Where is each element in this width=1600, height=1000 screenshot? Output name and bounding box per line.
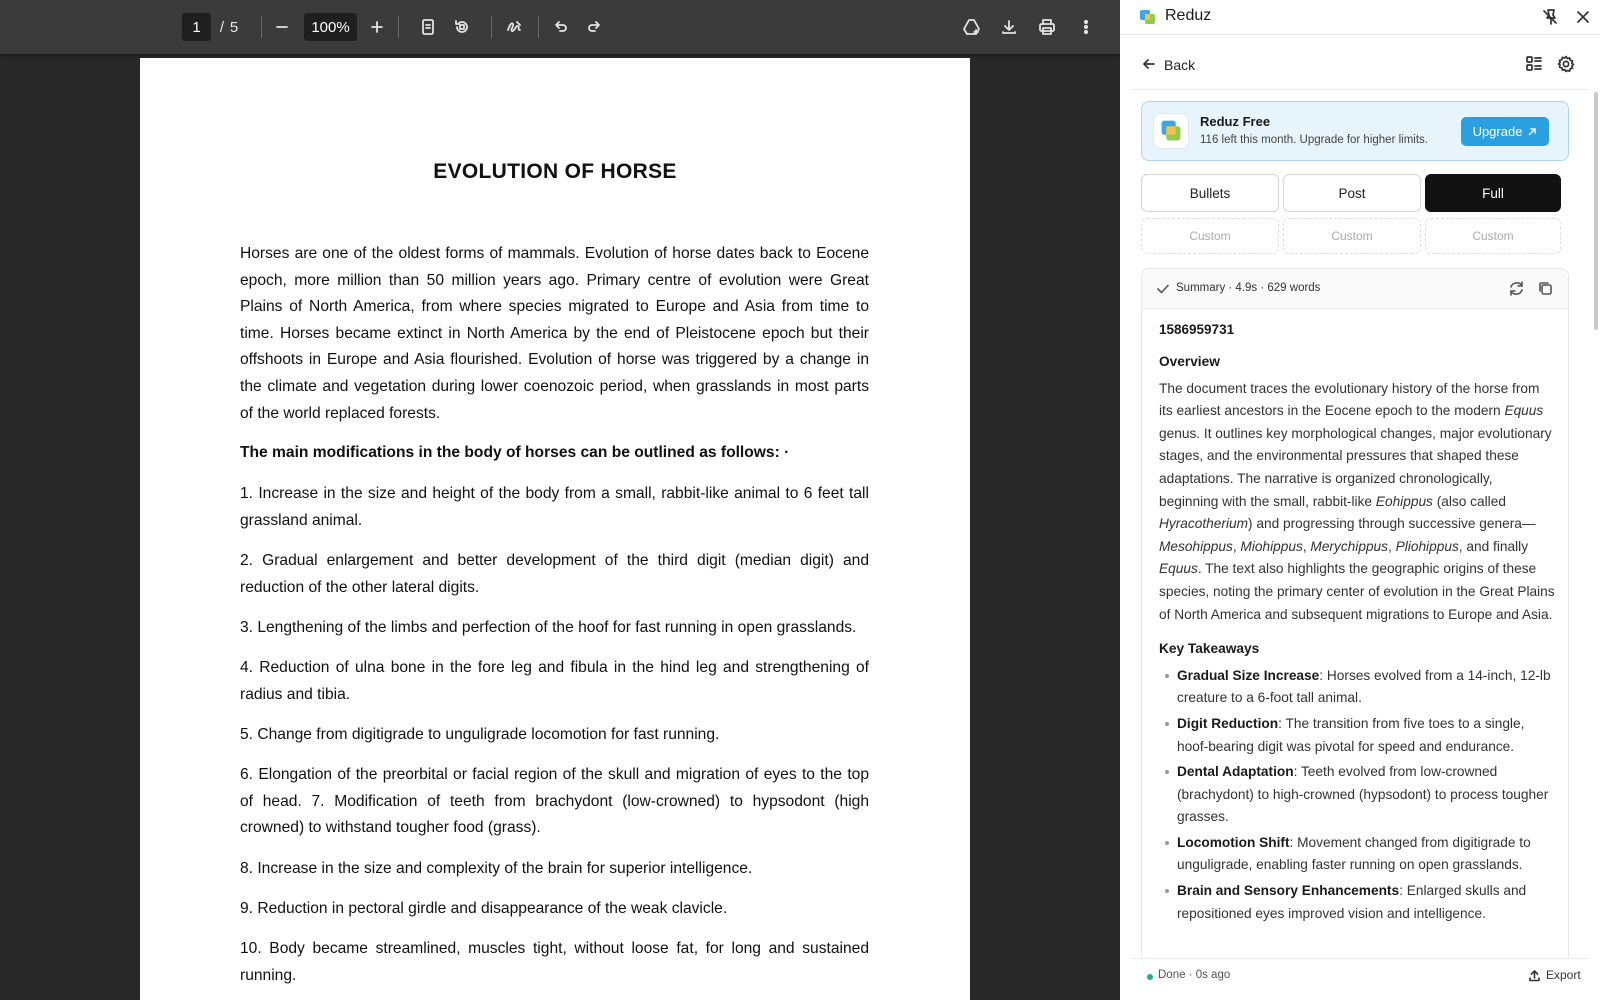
document-paragraph: Horses are one of the oldest forms of mammals. Evolution of horse dates back to Eocene epoch, more million than 50 million years ago. Primary centre of evolution were Great Plains of North America, from where species migrated to Europe and Asia from time to time. Horses became extinct in North America by the end of Pleistocene epoch but their offshoots in Europe and Asia flourished. Evolution of horse was triggered by a change in the climate and vegetation during lower coenozoic period, when grasslands in most parts of the world replaced forests. xyxy=(240,245,869,422)
genus-name: Miohippus xyxy=(1240,538,1303,554)
zoom-in-button[interactable] xyxy=(363,13,391,41)
settings-button[interactable] xyxy=(1556,54,1576,74)
redo-button[interactable] xyxy=(580,13,608,41)
page-total: 5 xyxy=(229,18,239,36)
copy-icon xyxy=(1537,280,1554,297)
print-button[interactable] xyxy=(1033,13,1061,41)
summary-header xyxy=(1142,269,1569,309)
takeaway-item xyxy=(1159,713,1555,758)
document-list-item: 9. Reduction in pectoral girdle and disappearance of the weak clavicle. xyxy=(240,900,728,917)
genus-name: Mesohippus xyxy=(1159,538,1233,554)
drive-add-icon xyxy=(962,18,982,36)
export-button[interactable] xyxy=(1528,968,1581,982)
genus-name: Equus xyxy=(1504,403,1544,419)
takeaway-text: : Horses evolved from a 14-inch, 12-lb creature to a 6-foot tall animal. xyxy=(1177,667,1551,706)
status-dot xyxy=(1147,974,1153,980)
takeaway-title: Gradual Size Increase xyxy=(1177,667,1320,683)
takeaway-text: : Teeth evolved from low-crowned (brachydont) to high-crowned (hypsodont) to process tougher grasses. xyxy=(1177,764,1549,825)
app-name: Reduz xyxy=(1165,7,1212,24)
overview-segment: , xyxy=(1302,538,1311,554)
overview-segment: The document traces the evolutionary history of the horse from its earliest ancestors in the Eocene epoch to the modern xyxy=(1159,380,1540,419)
takeaway-item xyxy=(1159,880,1555,925)
takeaway-item xyxy=(1159,761,1555,829)
document-list-item: 6. Elongation of the preorbital or facial region of the skull and migration of eyes to the top of head. 7. Modification of teeth from brachydont (low-crowned) to hypsodont (high crowned) to withstand tougher food (grass). xyxy=(240,766,869,837)
document-list-item: 5. Change from digitigrade to unguligrade locomotion for fast running. xyxy=(240,726,720,743)
mode-post-button[interactable]: Post xyxy=(1283,174,1421,212)
key-takeaways-heading: Key Takeaways xyxy=(1159,641,1260,657)
overview-segment: , and finally xyxy=(1458,538,1529,554)
undo-button[interactable] xyxy=(547,13,575,41)
takeaway-title: Brain and Sensory Enhancements xyxy=(1177,883,1400,899)
pdf-toolbar xyxy=(0,0,1120,54)
check-icon xyxy=(1156,282,1170,296)
genus-name: Equus xyxy=(1159,561,1198,577)
reduz-side-panel xyxy=(1120,0,1600,1000)
summary-card xyxy=(1141,268,1569,958)
close-icon xyxy=(1574,8,1592,26)
summary-meta: Summary · 4.9s · 629 words xyxy=(1176,282,1321,294)
document-list-item: 4. Reduction of ulna bone in the fore leg and fibula in the hind leg and strengthening of radius and tibia. xyxy=(240,659,869,703)
takeaway-text: : Movement changed from digitigrade to unguligrade, enabling faster running on open grasslands. xyxy=(1177,834,1531,873)
panel-nav xyxy=(1130,40,1590,90)
summary-body xyxy=(1159,319,1555,928)
more-vertical-icon xyxy=(1078,18,1094,36)
document-list-item: 10. Body became streamlined, muscles tight, without loose fat, for long and sustained running. xyxy=(240,940,869,984)
regenerate-button[interactable] xyxy=(1508,280,1525,297)
overview-segment: , xyxy=(1388,538,1396,554)
fit-page-button[interactable] xyxy=(414,13,442,41)
toolbar-divider xyxy=(261,16,262,38)
takeaway-text: : Enlarged skulls and repositioned eyes improved vision and intelligence. xyxy=(1177,883,1527,921)
document-list-item: 1. Increase in the size and height of the body from a small, rabbit-like animal to 6 feet tall grassland animal. xyxy=(240,485,869,529)
takeaway-item xyxy=(1159,832,1555,877)
pdf-page xyxy=(140,58,970,1000)
genus-name: Merychippus xyxy=(1310,538,1389,554)
toolbar-divider xyxy=(491,16,492,38)
download-icon xyxy=(1000,18,1018,36)
plan-name: Reduz Free xyxy=(1200,114,1271,129)
genus-name: Eohippus xyxy=(1375,493,1433,509)
takeaway-title: Locomotion Shift xyxy=(1177,834,1290,850)
upload-icon xyxy=(1528,969,1541,982)
takeaway-title: Dental Adaptation xyxy=(1177,764,1294,780)
document-title: EVOLUTION OF HORSE xyxy=(433,160,677,183)
rotate-icon xyxy=(453,18,471,36)
reduz-plan-logo-icon xyxy=(1153,113,1189,149)
save-to-drive-button[interactable] xyxy=(958,13,986,41)
close-panel-button[interactable] xyxy=(1574,8,1592,26)
zoom-level-input[interactable]: 100% xyxy=(304,13,357,41)
document-list-item: 3. Lengthening of the limbs and perfection of the hoof for fast running in open grasslands. xyxy=(240,619,857,636)
redo-icon xyxy=(586,19,602,35)
toolbar-divider xyxy=(538,16,539,38)
custom-slot-button[interactable]: Custom xyxy=(1141,218,1279,254)
custom-slot-button[interactable]: Custom xyxy=(1425,218,1561,254)
undo-icon xyxy=(553,19,569,35)
toolbar-divider xyxy=(398,16,399,38)
rotate-button[interactable] xyxy=(448,13,476,41)
plan-usage-text: 116 left this month. Upgrade for higher limits. xyxy=(1200,134,1428,146)
external-arrow-icon xyxy=(1527,127,1537,137)
overview-heading: Overview xyxy=(1159,354,1220,369)
arrow-left-icon xyxy=(1142,57,1156,74)
print-icon xyxy=(1038,18,1056,36)
download-button[interactable] xyxy=(995,13,1023,41)
overview-segment: , xyxy=(1232,538,1241,554)
draw-icon xyxy=(505,18,523,36)
unpin-icon xyxy=(1541,8,1559,26)
panel-footer xyxy=(1130,958,1590,998)
fit-page-icon xyxy=(419,18,437,36)
refresh-icon xyxy=(1508,280,1525,297)
upgrade-button[interactable] xyxy=(1461,117,1549,146)
overview-segment: (also called xyxy=(1432,493,1506,509)
gear-icon xyxy=(1556,54,1576,74)
document-list-item: 8. Increase in the size and complexity of the brain for superior intelligence. xyxy=(240,860,753,877)
status-text: Done · 0s ago xyxy=(1158,969,1231,981)
zoom-out-button[interactable] xyxy=(268,13,296,41)
upgrade-label: Upgrade xyxy=(1472,124,1523,139)
plan-card xyxy=(1141,101,1569,161)
document-heading: The main modifications in the body of horses can be outlined as follows: · xyxy=(240,444,790,461)
document-list-item: 2. Gradual enlargement and better development of the third digit (median digit) and reduction of the other lateral digits. xyxy=(240,552,869,596)
takeaway-title: Digit Reduction xyxy=(1177,715,1279,731)
copy-button[interactable] xyxy=(1537,280,1554,297)
minus-icon xyxy=(274,19,290,35)
overview-segment: ) and progressing through successive genera— xyxy=(1248,516,1536,532)
overview-text xyxy=(1159,378,1555,627)
panel-header xyxy=(1120,0,1600,35)
back-button[interactable] xyxy=(1142,53,1195,77)
key-takeaways-list xyxy=(1159,665,1555,926)
list-layout-icon xyxy=(1524,54,1544,74)
reduz-logo-icon xyxy=(1140,8,1157,25)
draw-button[interactable] xyxy=(500,13,528,41)
takeaway-item xyxy=(1159,665,1555,710)
takeaway-text: : The transition from five toes to a single, hoof-bearing digit was pivotal for speed and endurance. xyxy=(1177,715,1525,754)
genus-name: Hyracotherium xyxy=(1159,516,1248,532)
layout-toggle-button[interactable] xyxy=(1524,54,1544,74)
back-label: Back xyxy=(1164,57,1196,73)
mode-bullets-button[interactable]: Bullets xyxy=(1141,174,1279,212)
genus-name: Pliohippus xyxy=(1395,538,1459,554)
panel-scrollbar[interactable] xyxy=(1594,92,1598,330)
content-fade xyxy=(1142,927,1569,958)
overview-segment: genus. It outlines key morphological changes, major evolutionary stages, and the environmental pressures that shaped these adaptations. The narrative is organized chronologically, beginning with the small, rabbit-like xyxy=(1159,425,1552,509)
export-label: Export xyxy=(1546,968,1581,982)
unpin-button[interactable] xyxy=(1541,8,1559,26)
panel-content xyxy=(1130,90,1590,958)
overview-segment: . The text also highlights the geographic origins of these species, noting the primary center of evolution in the Great Plains of North America and subsequent migrations to Europe and Asia. xyxy=(1159,561,1555,622)
page-number-input[interactable]: 1 xyxy=(182,13,211,41)
plus-icon xyxy=(369,19,385,35)
page-separator: / xyxy=(219,18,225,36)
document-id: 1586959731 xyxy=(1159,322,1235,337)
mode-full-button[interactable]: Full xyxy=(1425,174,1561,212)
more-options-button[interactable] xyxy=(1072,13,1100,41)
custom-slot-button[interactable]: Custom xyxy=(1283,218,1421,254)
